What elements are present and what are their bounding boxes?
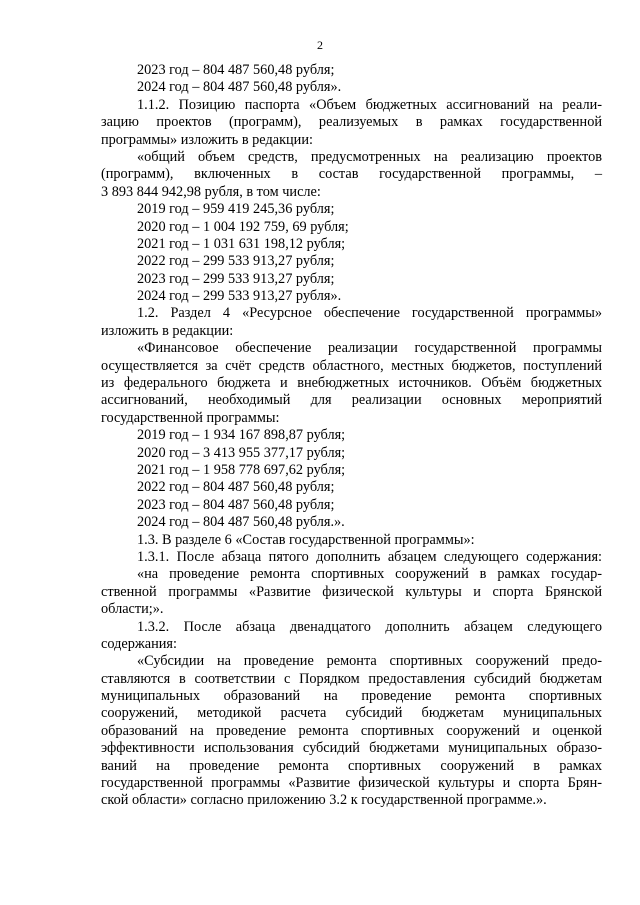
- text-line: ственной программы «Развитие физической культуры и спорта Брянской: [101, 583, 602, 600]
- text-line: 2022 год – 804 487 560,48 рубля;: [137, 479, 335, 496]
- text-line: 2024 год – 804 487 560,48 рубля.».: [137, 514, 345, 531]
- text-line: ассигнований, необходимый для реализации основных мероприятий: [101, 392, 602, 409]
- text-line: (программ), включенных в состав государственной программы, –: [101, 166, 602, 183]
- document-body: [101, 62, 602, 810]
- text-line: 3 893 844 942,98 рубля, в том числе:: [101, 183, 321, 200]
- text-line: 2022 год – 299 533 913,27 рубля;: [137, 253, 335, 270]
- text-line: 2021 год – 1 031 631 198,12 рубля;: [137, 235, 346, 252]
- text-line: 1.3.1. После абзаца пятого дополнить абзацем следующего содержания:: [137, 548, 602, 565]
- text-line: 2020 год – 1 004 192 759, 69 рубля;: [137, 218, 349, 235]
- text-line: 2024 год – 804 487 560,48 рубля».: [137, 79, 342, 96]
- text-line: 2023 год – 804 487 560,48 рубля;: [137, 62, 335, 78]
- text-line: ставляются в соответствии с Порядком предоставления субсидий бюджетам: [101, 670, 602, 687]
- text-line: «Финансовое обеспечение реализации государственной программы: [137, 340, 602, 357]
- text-line: 2019 год – 959 419 245,36 рубля;: [137, 201, 335, 218]
- text-line: муниципальных образований на проведение ремонта спортивных: [101, 688, 602, 705]
- text-line: программы» изложить в редакции:: [101, 131, 313, 148]
- text-line: 1.2. Раздел 4 «Ресурсное обеспечение государственной программы»: [137, 305, 602, 322]
- text-line: образований на проведение ремонта спортивных сооружений и оценкой: [101, 722, 602, 739]
- text-line: ской области» согласно приложению 3.2 к государственной программе.».: [101, 792, 547, 809]
- text-line: 2023 год – 804 487 560,48 рубля;: [137, 496, 335, 513]
- text-line: содержания:: [101, 635, 177, 652]
- text-line: государственной программы:: [101, 409, 280, 426]
- text-line: 2020 год – 3 413 955 377,17 рубля;: [137, 444, 346, 461]
- text-line: «Субсидии на проведение ремонта спортивных сооружений предо-: [137, 653, 602, 670]
- text-line: 2021 год – 1 958 778 697,62 рубля;: [137, 461, 346, 478]
- text-line: 2019 год – 1 934 167 898,87 рубля;: [137, 427, 346, 444]
- text-line: 2023 год – 299 533 913,27 рубля;: [137, 270, 335, 287]
- text-line: 1.3. В разделе 6 «Состав государственной программы»:: [137, 531, 475, 548]
- text-line: из федерального бюджета и внебюджетных источников. Объём бюджетных: [101, 375, 602, 392]
- text-line: «общий объем средств, предусмотренных на реализацию проектов: [137, 148, 602, 165]
- text-line: 1.1.2. Позицию паспорта «Объем бюджетных ассигнований на реали-: [137, 96, 602, 113]
- text-line: «на проведение ремонта спортивных сооружений в рамках государ-: [137, 566, 602, 583]
- text-line: государственной программы «Развитие физической культуры и спорта Брян-: [101, 775, 602, 792]
- page-number: 2: [317, 38, 323, 52]
- text-line: изложить в редакции:: [101, 322, 234, 339]
- text-line: ваний на проведение ремонта спортивных сооружений в рамках: [101, 757, 602, 774]
- text-line: зацию проектов (программ), реализуемых в рамках государственной: [101, 114, 602, 131]
- text-line: 1.3.2. После абзаца двенадцатого дополнить абзацем следующего: [137, 618, 602, 635]
- text-line: сооружений, методикой расчета субсидий бюджетам муниципальных: [101, 705, 602, 722]
- text-line: 2024 год – 299 533 913,27 рубля».: [137, 288, 342, 305]
- text-line: эффективности использования субсидий бюджетами муниципальных образо-: [101, 740, 602, 757]
- text-line: области;».: [101, 601, 164, 618]
- text-line: осуществляется за счёт средств областного, местных бюджетов, поступлений: [101, 357, 602, 374]
